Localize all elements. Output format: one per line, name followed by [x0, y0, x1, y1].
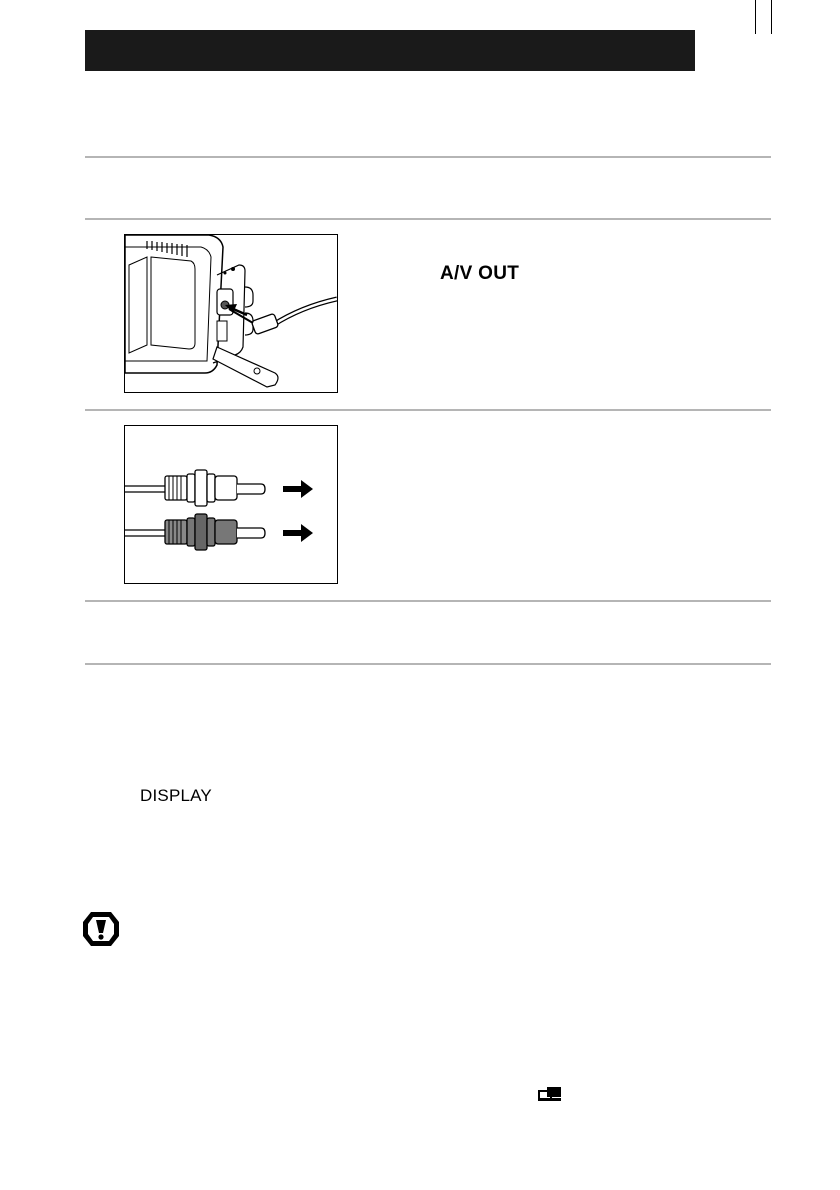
white-plug: [125, 470, 265, 506]
crop-mark: [755, 0, 756, 34]
gray-plug: [125, 514, 265, 550]
section-divider: [85, 663, 771, 665]
rca-plugs-illustration: [125, 426, 337, 583]
crop-mark: [771, 0, 772, 34]
header-bar: [85, 30, 695, 71]
rca-plugs-figure: [124, 425, 338, 584]
camera-illustration: [125, 235, 337, 392]
section-divider: [85, 218, 771, 220]
playback-mode-icon: [537, 1085, 563, 1103]
caution-icon: [81, 910, 121, 948]
av-out-terminal-label: A/V OUT: [440, 263, 520, 284]
section-divider: [85, 600, 771, 602]
camera-av-out-figure: [124, 234, 338, 393]
display-button-label: DISPLAY: [140, 786, 212, 805]
section-divider: [85, 156, 771, 158]
section-divider: [85, 409, 771, 411]
